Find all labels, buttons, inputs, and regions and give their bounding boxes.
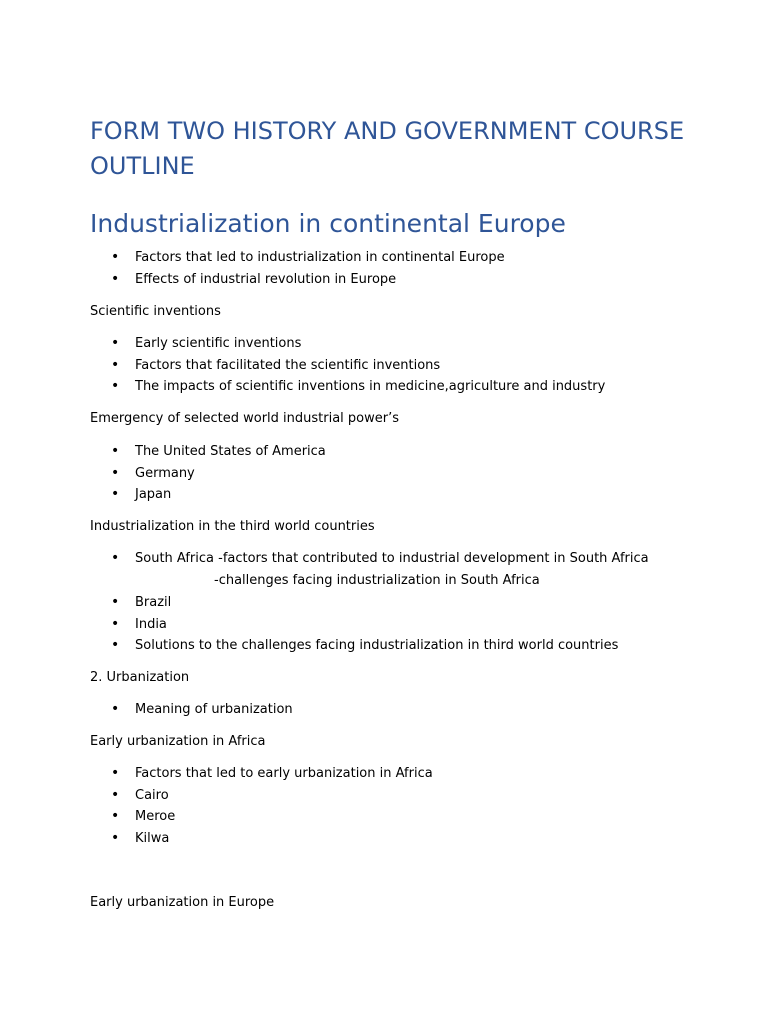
bullet-icon: •	[111, 443, 120, 459]
list-item: • Meaning of urbanization	[0, 699, 293, 721]
bullet-icon: •	[111, 830, 120, 847]
bullet-icon: •	[111, 249, 120, 265]
bullet-icon: •	[111, 701, 120, 717]
third-world-list-rest	[0, 592, 618, 657]
list-item: • Japan	[0, 484, 326, 506]
list-item: • South Africa -factors that contributed to industrial development in South Africa	[0, 548, 649, 570]
urbanization-list	[0, 699, 293, 721]
list-item: • Solutions to the challenges facing industrialization in third world countries	[0, 635, 618, 657]
bullet-icon: •	[111, 550, 120, 566]
bullet-icon: •	[111, 637, 120, 654]
urbanization-heading: 2. Urbanization	[90, 670, 190, 685]
industrialization-list	[0, 247, 505, 290]
list-item: • Effects of industrial revolution in Europe	[0, 269, 505, 291]
bullet-icon: •	[111, 464, 120, 481]
list-item: • The impacts of scientific inventions in medicine,agriculture and industry	[0, 376, 605, 398]
bullet-icon: •	[111, 786, 120, 803]
scientific-inventions-heading: Scientific inventions	[90, 304, 221, 319]
bullet-icon: •	[111, 765, 120, 781]
third-world-heading: Industrialization in the third world countries	[90, 519, 375, 534]
list-item: • Brazil	[0, 592, 618, 614]
list-item: • The United States of America	[0, 441, 326, 463]
bullet-icon: •	[111, 378, 120, 395]
bullet-icon: •	[111, 335, 120, 351]
list-item: • Factors that facilitated the scientific inventions	[0, 355, 605, 377]
bullet-icon: •	[111, 356, 120, 373]
list-item: • Factors that led to industrialization in continental Europe	[0, 247, 505, 269]
list-item: • Kilwa	[0, 828, 433, 850]
list-item: • Factors that led to early urbanization in Africa	[0, 763, 433, 785]
list-item: • India	[0, 614, 618, 636]
industrial-powers-list	[0, 441, 326, 506]
list-item: • Early scientific inventions	[0, 333, 605, 355]
bullet-icon: •	[111, 270, 120, 287]
document-title: FORM TWO HISTORY AND GOVERNMENT COURSE OUTLINE	[90, 117, 685, 180]
scientific-inventions-list	[0, 333, 605, 398]
bullet-icon: •	[111, 594, 120, 610]
list-item: • Meroe	[0, 806, 433, 828]
africa-urbanization-list	[0, 763, 433, 850]
africa-urbanization-heading: Early urbanization in Africa	[90, 734, 266, 749]
section-heading-industrialization: Industrialization in continental Europe	[90, 209, 566, 238]
europe-urbanization-heading: Early urbanization in Europe	[90, 895, 275, 910]
third-world-list-first	[0, 548, 649, 570]
list-item-continuation: -challenges facing industrialization in South Africa	[214, 573, 540, 588]
bullet-icon: •	[111, 808, 120, 825]
list-item: • Cairo	[0, 785, 433, 807]
industrial-powers-heading: Emergency of selected world industrial power’s	[90, 411, 400, 426]
bullet-icon: •	[111, 486, 120, 503]
bullet-icon: •	[111, 615, 120, 632]
list-item: • Germany	[0, 463, 326, 485]
